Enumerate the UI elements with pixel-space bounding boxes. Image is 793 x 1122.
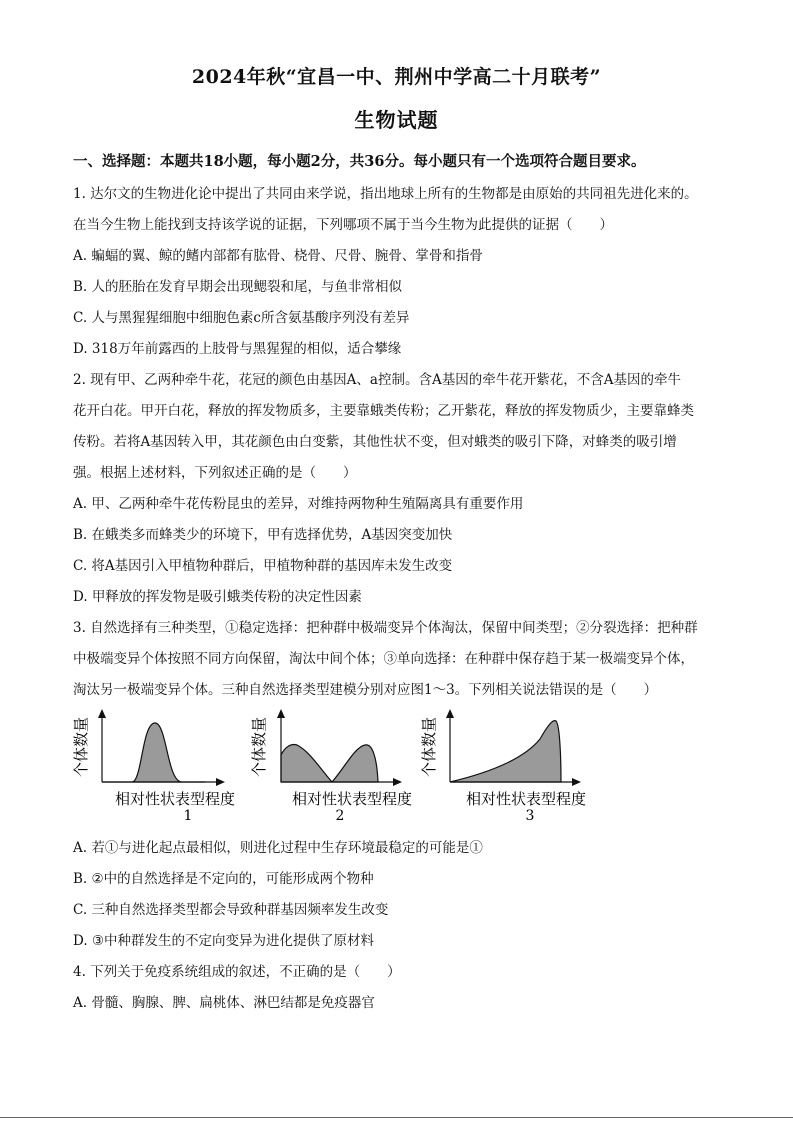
x-axis-arrow	[216, 778, 225, 786]
option-b: B. 人的胚胎在发育早期会出现鳃裂和尾，与鱼非常相似	[73, 279, 403, 295]
option-a: A. 甲、乙两种牵牛花传粉昆虫的差异，对维持两物种生殖隔离具有重要作用	[73, 496, 524, 512]
section-heading: 一、选择题：本题共18小题，每小题2分，共36分。每小题只有一个选项符合题目要求。	[73, 153, 646, 170]
page-bottom-rule	[0, 1117, 793, 1118]
question-stem: 中极端变异个体按照不同方向保留，淘汰中间个体；③单向选择：在种群中保存趋于某一极端变异个体，	[73, 651, 694, 667]
x-axis-label: 相对性状表型程度	[291, 790, 413, 808]
option-d: D. 甲释放的挥发物是吸引蛾类传粉的决定性因素	[73, 589, 362, 605]
question-stem: 4. 下列关于免疫系统组成的叙述，不正确的是（ ）	[73, 964, 401, 980]
y-axis-arrow	[277, 709, 285, 718]
page-title: 2024年秋“宜昌一中、荆州中学高二十月联考”	[191, 66, 602, 88]
question-stem: 1. 达尔文的生物进化论中提出了共同由来学说，指出地球上所有的生物都是由原始的共同祖先进化来的。	[73, 186, 698, 202]
panel-number: 1	[183, 808, 193, 824]
y-axis-arrow	[98, 709, 106, 718]
y-axis-label: 个体数量	[250, 716, 268, 778]
option-c: C. 将A基因引入甲植物种群后，甲植物种群的基因库未发生改变	[73, 558, 453, 574]
x-axis-arrow	[393, 778, 402, 786]
figure-2-curve	[281, 744, 378, 782]
question-stem: 在当今生物上能找到支持该学说的证据，下列哪项不属于当今生物为此提供的证据（ ）	[73, 217, 613, 233]
x-axis-label: 相对性状表型程度	[114, 790, 236, 808]
option-d: D. ③中种群发生的不定向变异为进化提供了原材料	[73, 933, 375, 949]
option-a: A. 蝙蝠的翼、鲸的鳍内部都有肱骨、桡骨、尺骨、腕骨、掌骨和指骨	[73, 248, 483, 264]
question-stem: 淘汰另一极端变异个体。三种自然选择类型建模分别对应图1～3。下列相关说法错误的是（ ）	[73, 682, 658, 698]
page-subtitle: 生物试题	[354, 108, 439, 132]
figure-3-curve	[450, 721, 561, 782]
question-stem: 3. 自然选择有三种类型，①稳定选择：把种群中极端变异个体淘汰，保留中间类型；②分裂选择：把种群	[73, 620, 698, 636]
panel-number: 3	[525, 808, 535, 824]
y-axis-label: 个体数量	[72, 716, 90, 778]
x-axis-label: 相对性状表型程度	[465, 790, 587, 808]
question-stem: 花开白花。甲开白花，释放的挥发物质多，主要靠蛾类传粉；乙开紫花，释放的挥发物质少，主要靠蜂类	[73, 403, 694, 419]
question-stem: 2. 现有甲、乙两种牵牛花，花冠的颜色由基因A、a控制。含A基因的牵牛花开紫花，不含A基因的牵牛	[73, 372, 681, 388]
y-axis-label: 个体数量	[420, 716, 438, 778]
option-c: C. 人与黑猩猩细胞中细胞色素c所含氨基酸序列没有差异	[73, 310, 410, 326]
figure-3-directional-selection	[418, 705, 608, 825]
panel-number: 2	[335, 808, 345, 824]
option-c: C. 三种自然选择类型都会导致种群基因频率发生改变	[73, 902, 389, 918]
figure-1-curve	[102, 723, 205, 782]
option-d: D. 318万年前露西的上肢骨与黑猩猩的相似，适合攀缘	[73, 341, 402, 357]
option-b: B. ②中的自然选择是不定向的，可能形成两个物种	[73, 871, 374, 887]
option-a: A. 骨髓、胸腺、脾、扁桃体、淋巴结都是免疫器官	[73, 995, 375, 1011]
y-axis-arrow	[446, 709, 454, 718]
figure-2-disruptive-selection	[247, 705, 427, 825]
option-a: A. 若①与进化起点最相似，则进化过程中生存环境最稳定的可能是①	[73, 840, 483, 856]
figure-1-stabilizing-selection	[70, 705, 250, 825]
option-b: B. 在蛾类多而蜂类少的环境下，甲有选择优势，A基因突变加快	[73, 527, 453, 543]
question-stem: 强。根据上述材料，下列叙述正确的是（ ）	[73, 465, 357, 481]
x-axis-arrow	[572, 778, 581, 786]
question-stem: 传粉。若将A基因转入甲，其花颜色由白变紫，其他性状不变，但对蛾类的吸引下降，对蜂类的吸引增	[73, 434, 677, 450]
